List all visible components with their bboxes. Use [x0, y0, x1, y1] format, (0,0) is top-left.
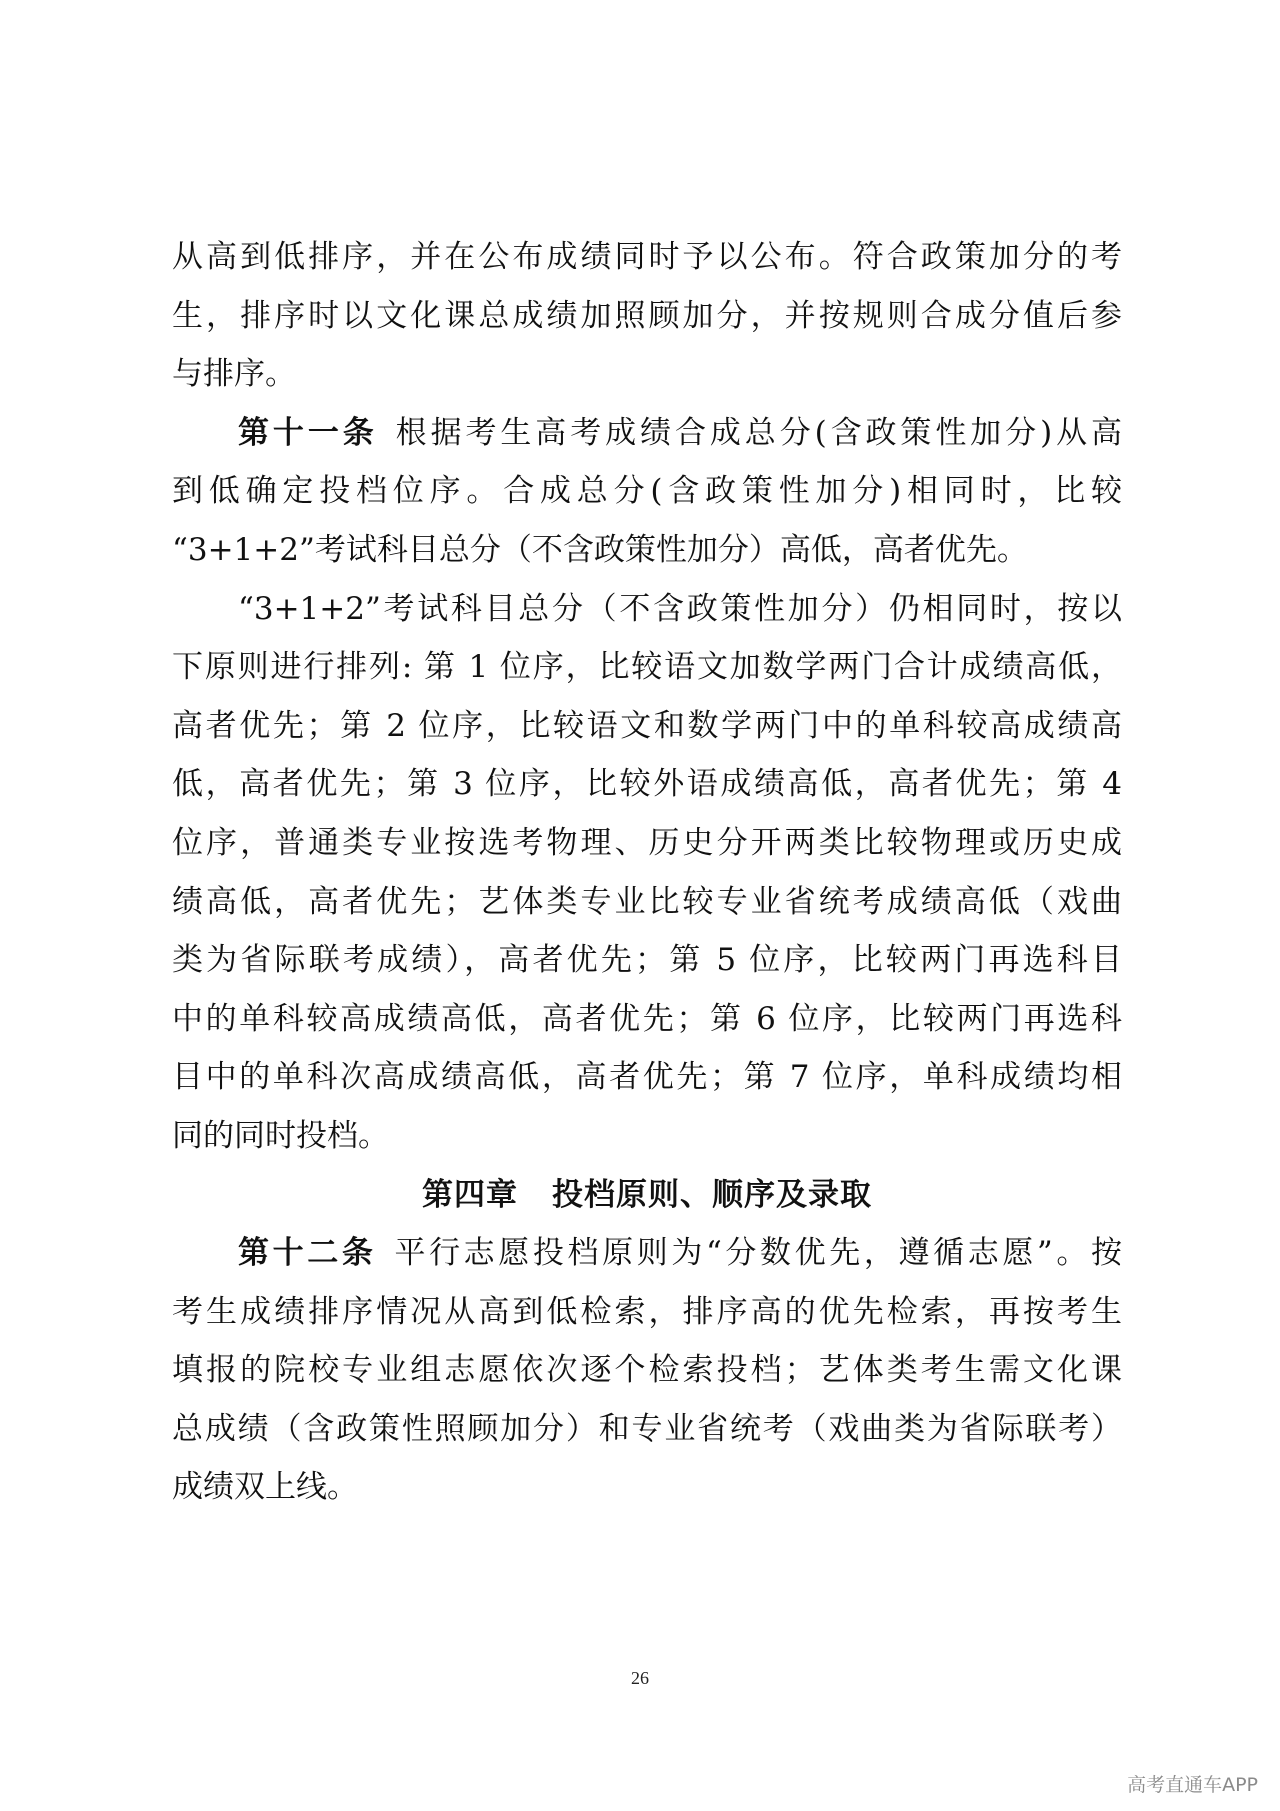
text-line: 位序，普通类专业按选考物理、历史分开两类比较物理或历史成: [172, 824, 1122, 861]
article-12-heading: 第十二条: [238, 1235, 377, 1272]
article-12-first-line: [172, 1224, 1122, 1283]
text-line: 低，高者优先；第 3 位序，比较外语成绩高低，高者优先；第 4: [172, 766, 1122, 803]
text-line: “3+1+2”考试科目总分（不含政策性加分）仍相同时，按以: [238, 590, 1122, 627]
chapter-number: 第四章: [422, 1176, 518, 1213]
text-line: “3+1+2”考试科目总分（不含政策性加分）高低，高者优先。: [172, 531, 1028, 568]
page-number: 26: [631, 1668, 649, 1688]
text-line: 高者优先；第 2 位序，比较语文和数学两门中的单科较高成绩高: [172, 707, 1122, 744]
text-line: 从高到低排序，并在公布成绩同时予以公布。符合政策加分的考: [172, 239, 1122, 275]
article-11-heading: 第十一条: [238, 414, 378, 451]
document-page: [172, 228, 1122, 1517]
text-segment: 平行志愿投档原则为“分数优先，遵循志愿”。按: [394, 1235, 1122, 1272]
article-11-first-line: [172, 404, 1122, 463]
text-line: 中的单科较高成绩高低，高者优先；第 6 位序，比较两门再选科: [172, 1000, 1122, 1037]
text-line: 填报的院校专业组志愿依次逐个检索投档；艺体类考生需文化课: [172, 1352, 1122, 1389]
chapter-heading: [172, 1166, 1122, 1225]
chapter-title: 投档原则、顺序及录取: [552, 1176, 872, 1213]
text-line: 绩高低，高者优先；艺体类专业比较专业省统考成绩高低（戏曲: [172, 883, 1122, 920]
text-line: 同的同时投档。: [172, 1117, 389, 1154]
text-line: 与排序。: [172, 356, 296, 393]
text-segment: 根据考生高考成绩合成总分(含政策性加分)从高: [395, 414, 1123, 451]
watermark-logo-text: 高考直通车APP: [1127, 1774, 1258, 1796]
text-line: 成绩双上线。: [172, 1469, 358, 1506]
text-line: 生，排序时以文化课总成绩加照顾加分，并按规则合成分值后参: [172, 297, 1122, 334]
text-line: 考生成绩排序情况从高到低检索，排序高的优先检索，再按考生: [172, 1293, 1122, 1330]
text-line: 下原则进行排列: 第 1 位序，比较语文加数学两门合计成绩高低，: [172, 649, 1122, 686]
text-line: 类为省际联考成绩），高者优先；第 5 位序，比较两门再选科目: [172, 942, 1122, 979]
text-line: 目中的单科次高成绩高低，高者优先；第 7 位序，单科成绩均相: [172, 1059, 1122, 1096]
text-line: 到低确定投档位序。合成总分(含政策性加分)相同时，比较: [172, 473, 1122, 510]
text-line: 总成绩（含政策性照顾加分）和专业省统考（戏曲类为省际联考）: [172, 1410, 1122, 1447]
